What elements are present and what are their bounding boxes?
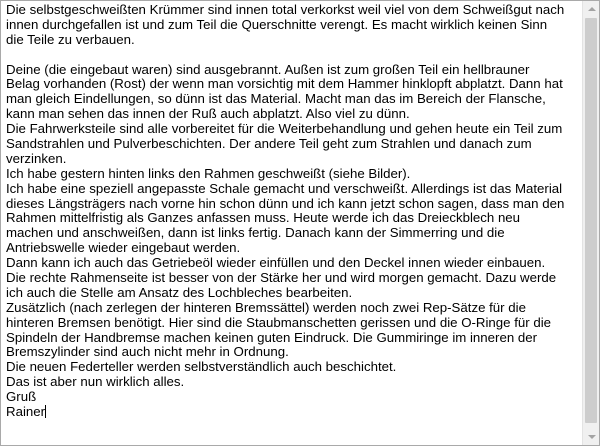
text-line: innen durchgefallen ist und zum Teil die Querschnitte verengt. Es macht wirklich keinen Sinn [6,16,548,32]
text-line: Antriebswelle wieder eingebaut werden. [6,240,241,256]
text-line: Spindeln der Handbremse machen keinen guten Eindruck. Die Gummiringe im inneren der [6,329,538,345]
scroll-thumb[interactable] [585,18,597,423]
signature-text: Rainer [6,404,46,420]
text-line: man gleich Eindellungen, so dünn ist das Material. Macht man das im Bereich der Flansche, [6,91,546,107]
text-line: Das ist aber nun wirklich alles. [6,374,185,390]
text-line: die Teile zu verbauen. [6,31,135,47]
text-line: Die selbstgeschweißten Krümmer sind innen total verkorkst weil viel von dem Schweißgut nach [6,3,565,17]
text-line-empty [6,48,578,63]
text-line: Ich habe eine speziell angepasste Schale gemacht und verschweißt. Allerdings ist das Material [6,180,563,196]
text-line: hinteren Bremsen benötigt. Hier sind die Staubmanschetten gerissen und die O-Ringe für die [6,314,552,330]
scroll-down-button[interactable] [584,429,599,445]
text-line: machen und anschweißen, dann ist links fertig. Danach kann der Simmerring und die [6,225,505,241]
text-line: ich auch die Stelle am Ansatz des Lochbleches bearbeiten. [6,284,353,300]
text-caret [45,405,46,418]
text-line: Rahmen mittelfristig als Ganzes anfassen muss. Heute werde ich das Dreieckblech neu [6,210,521,226]
text-line: Dann kann ich auch das Getriebeöl wieder einfüllen und den Deckel innen wieder einbauen. [6,255,546,271]
text-line: Zusätzlich (nach zerlegen der hinteren Bremssättel) werden noch zwei Rep-Sätze für die [6,299,526,315]
text-line: dieses Längsträgers nach vorne hin schon dünn und ich kann jetzt schon sagen, dass man den [6,195,565,211]
text-line: kann man sehen das innen der Ruß auch abplatzt. Also viel zu dünn. [6,106,410,122]
text-line: Belag vorhanden (Rost) der wenn man vorsichtig mit dem Hammer hinklopft abplatzt. Dann hat [6,76,563,92]
arrow-up-icon [588,7,596,11]
arrow-down-icon [588,435,596,439]
text-line: Deine (die eingebaut waren) sind ausgebrannt. Außen ist zum großen Teil ein hellbrauner [6,61,530,77]
text-line: Bremszylinder sind auch nicht mehr in Ordnung. [6,344,289,360]
text-line: Sandstrahlen und Pulverbeschichten. Der andere Teil geht zum Strahlen und danach zum [6,136,532,152]
vertical-scrollbar[interactable] [582,1,599,445]
text-line: Ich habe gestern hinten links den Rahmen geschweißt (siehe Bilder). [6,165,411,181]
message-textarea[interactable] [6,3,578,445]
text-line: Die Fahrwerksteile sind alle vorbereitet für die Weiterbehandlung und gehen heute ein Teil zum [6,121,563,137]
text-line-last [6,405,578,420]
text-line: verzinken. [6,150,67,166]
scroll-up-button[interactable] [584,1,599,17]
text-line: Die rechte Rahmenseite ist besser von der Stärke her und wird morgen gemacht. Dazu werde [6,270,557,286]
text-line: Gruß [6,389,37,405]
text-line: Die neuen Federteller werden selbstverständlich auch beschichtet. [6,359,397,375]
